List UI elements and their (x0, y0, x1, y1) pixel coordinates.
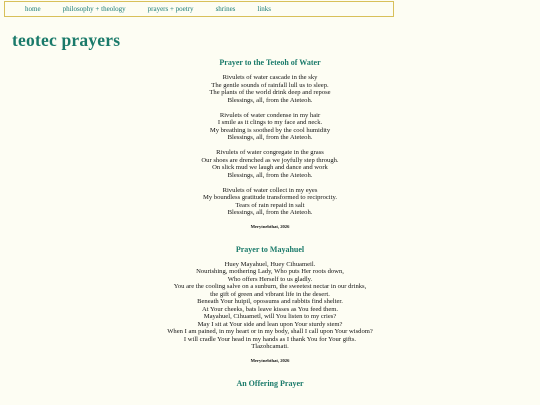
nav-link-shrines[interactable]: shrines (215, 5, 236, 13)
prayer-line: Nourishing, mothering Lady, Who puts Her roots down, (196, 268, 344, 275)
nav-link-home[interactable]: home (25, 5, 41, 13)
prayer-line: Blessings, all, from the Ateteoh. (227, 134, 313, 141)
prayer-line: Tlazohcamati. (251, 343, 289, 350)
prayer-line: You are the cooling salve on a sunburn, the sweetest nectar in our drinks, (173, 283, 367, 290)
prayers-content (0, 58, 540, 404)
site-title: teotec prayers (12, 30, 121, 50)
prayer-line: May I sit at Your side and lean upon Your sturdy stem? (197, 320, 343, 328)
prayer-line: I will cradle Your head in my hands as I thank You for Your gifts. (183, 335, 357, 343)
prayer-line: The gentle sounds of rainfall lull us to sleep. (211, 81, 329, 89)
prayer-line: On slick mud we laugh and dance and work (212, 164, 328, 171)
prayer-line: At Your cheeks, bats leave kisses as You feed them. (201, 305, 339, 313)
prayer-block (0, 245, 540, 363)
nav-link-philosophy-theology[interactable]: philosophy + theology (62, 5, 126, 13)
prayer-line: Rivulets of water collect in my eyes (222, 186, 318, 194)
prayer-line: Our shoes are drenched as we joyfully step through. (201, 156, 339, 164)
prayer-line: Blessings, all, from the Ateteoh. (227, 96, 313, 104)
prayer-line: My boundless gratitude transformed to reciprocity. (203, 194, 337, 201)
prayer-line: I smile as it clings to my face and neck. (217, 119, 323, 126)
prayer-stanza (0, 261, 540, 351)
nav-link-prayers-poetry[interactable]: prayers + poetry (147, 5, 194, 13)
prayer-line: Blessings, all, from the Ateteoh. (227, 171, 313, 179)
prayer-line: Who offers Herself to us gladly. (227, 275, 313, 283)
prayer-line: When I am pained, in my heart or in my body, shall I call upon Your wisdom? (167, 328, 373, 335)
prayer-line: Tears of rain repaid in salt (235, 201, 305, 209)
prayer-line: the gift of green and vibrant life in the desert. (210, 290, 330, 298)
prayer-title: Prayer to the Teteoh of Water (219, 58, 321, 67)
prayer-line: Rivulets of water condense in my hair (219, 111, 321, 119)
prayer-stanza (0, 187, 540, 217)
prayer-signature: Merytnebthat, 2026 (250, 223, 290, 229)
prayer-line: Blessings, all, from the Ateteoh. (227, 209, 313, 216)
prayer-stanza (0, 112, 540, 142)
prayer-line: Beneath Your huipil, opossums and rabbits find shelter. (197, 298, 343, 305)
top-nav (4, 1, 394, 17)
prayer-title: Prayer to Mayahuel (235, 244, 305, 254)
prayer-line: Rivulets of water cascade in the sky (222, 74, 318, 81)
prayer-line: Huey Mayahuel, Huey Cihuameil. (224, 260, 316, 268)
prayer-line: My breathing is soothed by the cool humidity (209, 126, 331, 134)
nav-link-links[interactable]: links (257, 5, 272, 13)
prayer-block (0, 58, 540, 229)
prayer-stanza (0, 74, 540, 104)
prayer-title: An Offering Prayer (236, 378, 304, 388)
prayer-stanza (0, 149, 540, 179)
prayer-line: Rivulets of water congregate in the grass (216, 149, 324, 156)
prayer-line: Mayahuel, Cihuametl, will You listen to my cries? (203, 313, 337, 320)
prayer-block (0, 379, 540, 388)
prayer-signature: Merytnebthat, 2026 (250, 357, 290, 363)
prayer-line: The plants of the world drink deep and repose (209, 89, 331, 96)
